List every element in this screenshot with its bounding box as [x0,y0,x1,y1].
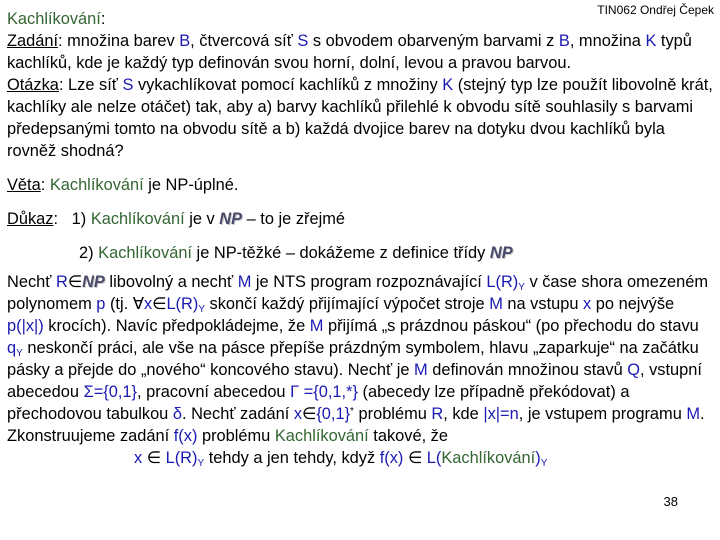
symbol-LR: L(R) [486,273,519,291]
slide-body [7,8,715,469]
text: na vstupu [502,295,584,313]
symbol-LR: L(R) [166,295,199,313]
symbol-K: K [442,76,454,94]
text: skončí každý přijímající výpočet stroje [204,295,490,313]
symbol-p-abs-x: p(|x|) [7,317,44,335]
symbol-fx: f(x) [379,449,404,467]
symbol-set01: {0,1} [316,405,351,423]
text: . Zkonstruujeme zadání [7,405,705,445]
symbol-B: B [179,32,191,50]
element-of-symbol: ∈ [407,449,423,467]
class-np: NP [219,210,243,228]
zadani-label: Zadání [7,32,59,50]
dukaz-text: je NP-těžké – dokážeme z definice třídy [192,244,490,262]
slide-title: Kachlíkování [7,10,101,28]
element-of-symbol: ∈ [152,295,167,313]
title-line [7,8,715,30]
symbol-q: q [7,339,17,357]
symbol-K: K [645,32,657,50]
subscript-Y: Y [198,304,205,315]
symbol-x: x [134,449,143,467]
text: Nechť [7,273,56,291]
symbol-sigma: Σ={0,1} [83,383,138,401]
term-kachlikovani: Kachlíkování [274,427,369,445]
subscript-Y: Y [197,458,205,469]
otazka-text: vykachlíkovat pomocí kachlíků z množiny [133,76,443,94]
dukaz-text: 2) [79,244,99,262]
text: libovolný a nechť [104,273,238,291]
dukaz-text: je v [184,210,220,228]
text: problému [353,405,432,423]
zadani-text: s obvodem obarveným barvami z [308,32,559,50]
symbol-M: M [237,273,252,291]
text: takové, že [368,427,448,445]
dukaz-text: – to je zřejmé [242,210,346,228]
dukaz-text: : 1) [53,210,91,228]
text: (abecedy lze případně překódovat) a přechodovou tabulkou [7,383,630,423]
element-of-symbol: ∈ [67,273,83,291]
zadani-text: : množina barev [58,32,180,50]
symbol-x: x [293,405,303,423]
otazka-text: : Lze síť [58,76,123,94]
text: . Nechť zadání [181,405,294,423]
text: , pracovní abecedou [137,383,291,401]
dukaz-label: Důkaz [7,210,54,228]
text: neskončí práci, ale vše na pásce přepíše prázdným symbolem, hlavu „zaparkuje“ na začátku pásky a přejde do „nového“ koncového stavu). Nechť je [7,339,699,379]
zadani-text: , čtvercová síť [190,32,298,50]
symbol-Q: Q [627,361,640,379]
symbol-x: x [583,295,592,313]
subscript-Y: Y [16,348,23,359]
superscript-star: * [350,406,354,417]
symbol-M: M [686,405,701,423]
term-kachlikovani: Kachlíkování [98,244,192,262]
symbol-fx: f(x) [173,427,198,445]
term-kachlikovani: Kachlíkování [90,210,185,228]
symbol-B: B [558,32,570,50]
symbol-M: M [309,317,324,335]
text: tehdy a jen tehdy, když [204,449,380,467]
zadani-text: , množina [569,32,646,50]
symbol-p: p [96,295,106,313]
text: , je vstupem programu [518,405,687,423]
page-number: 38 [663,494,678,509]
text: , kde [443,405,484,423]
slide-header: TIN062 Ondřej Čepek [597,3,714,17]
symbol-M: M [414,361,428,379]
symbol-L: L( [426,449,442,467]
text: (tj. [105,295,133,313]
otazka-paragraph [7,74,715,162]
symbol-close-paren: ) [535,449,541,467]
text: po nejvýše [591,295,675,313]
dukaz-line-2 [7,242,715,264]
otazka-label: Otázka [7,76,59,94]
symbol-S: S [297,32,309,50]
text: přijímá „s prázdnou páskou“ (po přechodu do stavu [323,317,699,335]
subscript-Y: Y [518,282,525,293]
veta-line [7,174,715,196]
text: v čase shora omezeném polynomem [7,273,709,313]
text: definován množinou stavů [427,361,628,379]
symbol-M: M [489,295,503,313]
zadani-paragraph [7,30,715,74]
veta-label: Věta [7,176,41,194]
text: je NTS program rozpoznávající [251,273,487,291]
veta-text: je NP-úplné. [143,176,239,194]
veta-text: : [40,176,50,194]
class-np: NP [489,244,513,262]
symbol-S: S [122,76,134,94]
title-colon: : [100,10,106,28]
element-of-symbol: ∈ [302,405,317,423]
construction-paragraph [7,271,715,447]
symbol-gamma: Γ ={0,1,*} [290,383,358,401]
equivalence-line [7,447,715,469]
term-kachlikovani: Kachlíkování [49,176,144,194]
symbol-R: R [55,273,68,291]
symbol-delta: δ [172,405,182,423]
symbol-xn: |x|=n [483,405,519,423]
text: , vstupní abecedou [7,361,702,401]
zadani-text: typů kachlíků, kde je každý typ definován svou horní, dolní, levou a pravou barvou. [7,32,692,72]
class-np: NP [82,273,105,291]
text: krocích). Navíc předpokládejme, že [43,317,310,335]
symbol-LR: L(R) [165,449,198,467]
subscript-Y: Y [540,458,548,469]
otazka-text: (stejný typ lze použít libovolně krát, kachlíky ale nelze otáčet) tak, aby a) barvy kachlíků přilehlé k obvodu sítě souhlasily s barvami předepsanými tomto na obvodu sítě a b) každá dvojice barev na dotyku dvou kachlíků byla rovněž shodná? [7,76,713,160]
term-kachlikovani: Kachlíkování [441,449,536,467]
text: problému [197,427,275,445]
forall-symbol: ∀ [132,295,144,313]
dukaz-line-1 [7,208,715,230]
symbol-x: x [143,295,153,313]
symbol-R: R [431,405,444,423]
element-of-symbol: ∈ [146,449,162,467]
